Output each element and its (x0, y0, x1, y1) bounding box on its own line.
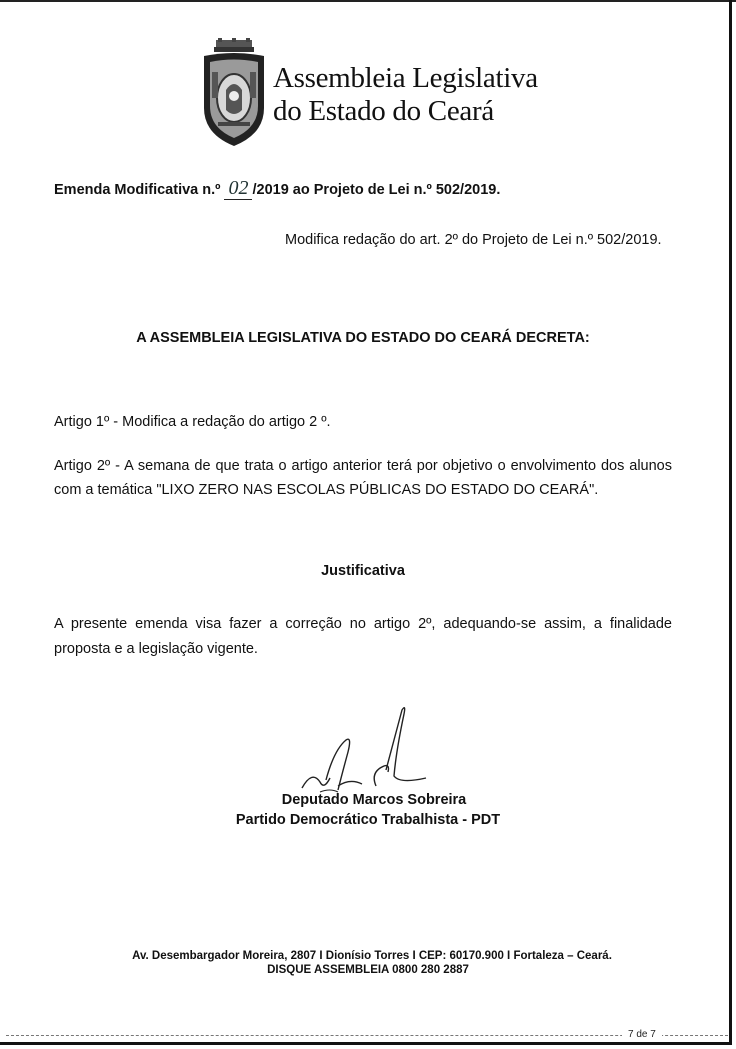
page-number: 7 de 7 (622, 1029, 662, 1040)
footer-phone: DISQUE ASSEMBLEIA 0800 280 2887 (267, 964, 469, 976)
article-1: Artigo 1º - Modifica a redação do artigo 2 º. (54, 414, 331, 430)
ementa: Modifica redação do art. 2º do Projeto de Lei n.º 502/2019. (285, 232, 662, 248)
signatory-name: Deputado Marcos Sobreira (281, 792, 467, 808)
footer-divider (6, 1035, 728, 1036)
justification-title: Justificativa (321, 563, 405, 579)
justification-text: A presente emenda visa fazer a correção no artigo 2º, adequando-se assim, a finalidade proposta e a legislação vigente. (54, 616, 672, 657)
org-line-1: Assembleia Legislativa (273, 62, 538, 94)
decree-statement: A ASSEMBLEIA LEGISLATIVA DO ESTADO DO CEARÁ DECRETA: (136, 330, 590, 346)
footer-address: Av. Desembargador Moreira, 2807 I Dionísio Torres I CEP: 60170.900 I Fortaleza – Ceará. (132, 950, 612, 962)
handwritten-number: 02 (224, 177, 252, 200)
signatory-party: Partido Democrático Trabalhista - PDT (235, 812, 501, 828)
heading-prefix: Emenda Modificativa n.º (54, 182, 221, 198)
org-line-2: do Estado do Ceará (273, 95, 494, 127)
amendment-heading (54, 177, 500, 200)
article-2: Artigo 2º - A semana de que trata o artigo anterior terá por objetivo o envolvimento dos alunos com a temática "LIXO ZERO NAS ESCOLAS PÚBLICAS DO ESTADO DO CEARÁ". (54, 458, 672, 498)
ceara-coat-of-arms-icon (198, 38, 270, 148)
heading-suffix: /2019 ao Projeto de Lei n.º 502/2019. (252, 182, 501, 198)
organization-name (273, 62, 538, 128)
